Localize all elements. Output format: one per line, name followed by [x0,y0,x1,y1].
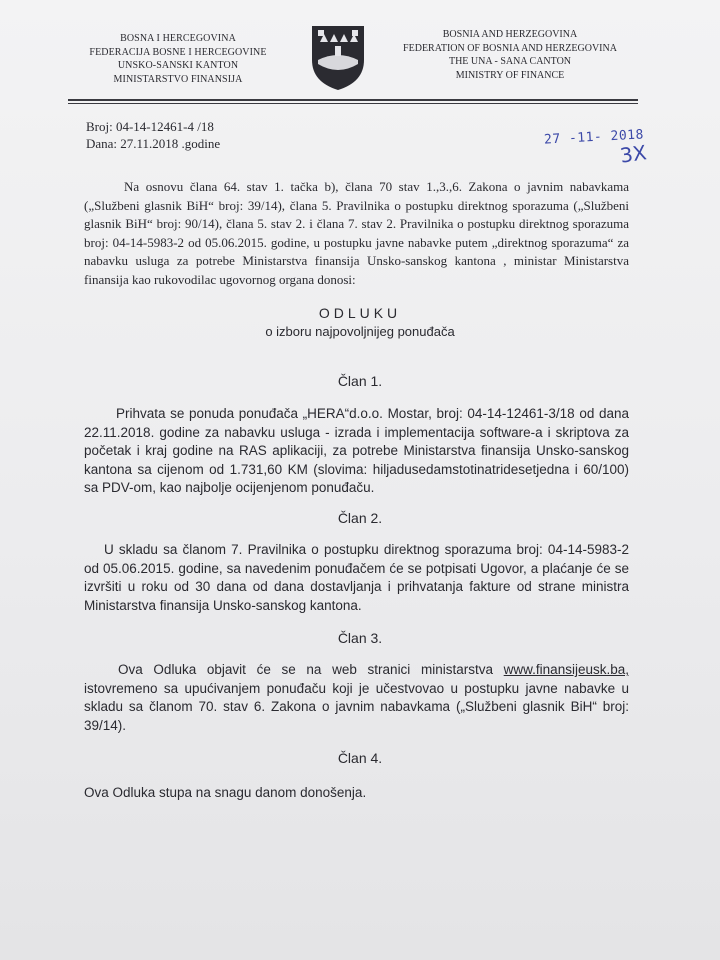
header-divider-thin [68,103,638,104]
decision-subtitle: o izboru najpovoljnijeg ponuđača [265,324,455,339]
header-right-line: BOSNIA AND HERZEGOVINA [442,29,578,40]
article-2-heading: Član 2. [337,510,383,526]
document-date: Dana: 27.11.2018 .godine [86,136,221,151]
document-number: Broj: 04-14-12461-4 /18 [86,119,214,134]
article-1-heading: Član 1. [337,373,383,389]
article-2-text: U skladu sa članom 7. Pravilnika o postupku direktnog sporazuma broj: 04-14-5983-2 od 05.06.2015. godine, sa navedenim ponuđačem će se potpisati Ugovor, a plaćanje će se izvršiti u roku od 30 dana od dana dostavljanja i prihvatanja fakture od strane ministra Ministarstva finansija Unsko-sanskog kantona. [84,542,629,613]
received-stamp-date: 27 -11- 2018 [543,127,645,148]
handwritten-note: 3X [618,140,648,168]
header-left-line: MINISTARSTVO FINANSIJA [113,73,243,85]
header-left-line: BOSNA I HERCEGOVINA [120,33,236,44]
header-left [78,32,278,86]
header-left-line: UNSKO-SANSKI KANTON [117,60,239,71]
header-right-line: THE UNA - SANA CANTON [448,56,572,67]
header-right [400,28,620,82]
article-3-text-after: istovremeno sa upućivanjem ponuđaču koji je učestvovao u postupku javne nabavke u skladu sa članom 70. stav 6. Zakona o javnim nabavkama („Službeni glasnik BiH“ broj: 39/14). [84,680,629,733]
header-right-line: MINISTRY OF FINANCE [455,69,565,81]
article-3-text-before: Ova Odluka objavit će se na web stranici ministarstva [118,662,493,677]
article-3-heading: Član 3. [337,630,383,646]
article-3-text [84,661,629,735]
header-right-line: FEDERATION OF BOSNIA AND HERZEGOVINA [403,42,617,54]
ministry-website-link[interactable]: www.finansijeusk.ba, [503,662,629,677]
decision-title: ODLUKU [318,305,402,321]
header-divider [68,99,638,101]
header-left-line: FEDERACIJA BOSNE I HERCEGOVINE [89,46,267,58]
preamble-paragraph: Na osnovu člana 64. stav 1. tačka b), člana 70 stav 1.,3.,6. Zakona o javnim nabavkama („Službeni glasnik BiH“ broj: 39/14), člana 5. Pravilnika o postupku direktnog sporazuma („Službeni glasnik BiH“ broj: 90/14), člana 5. stav 2. i člana 7. stav 2. Pravilnika o postupku direktnog sporazuma broj: 04-14-5983-2 od 05.06.2015. godine, u postupku javne nabavke putem „direktnog sporazuma“ za nabavku usluga za potrebe Ministarstva finansija Unsko-sanskog kantona , ministar Ministarstva finansija kao rukovodilac ugovornog organa donosi: [84,179,629,287]
article-1-text: Prihvata se ponuda ponuđača „HERA“d.o.o. Mostar, broj: 04-14-12461-3/18 od dana 22.11.2018. godine za nabavku usluga - izrada i implementacija software-a i skriptova za početak i kraj godine na RAS aplikaciji, za potrebe Ministarstva finansija Unsko-sanskog kantona sa cijenom od 1.731,60 KM (slovima: hiljadusedamstotinatridesetjedna i 60/100) sa PDV-om, kao najbolje ocijenjenom ponuđaču. [84,406,629,495]
coat-of-arms-icon [302,20,374,92]
article-4-text: Ova Odluka stupa na snagu danom donošenja. [84,785,367,800]
article-4-heading: Član 4. [337,750,383,766]
